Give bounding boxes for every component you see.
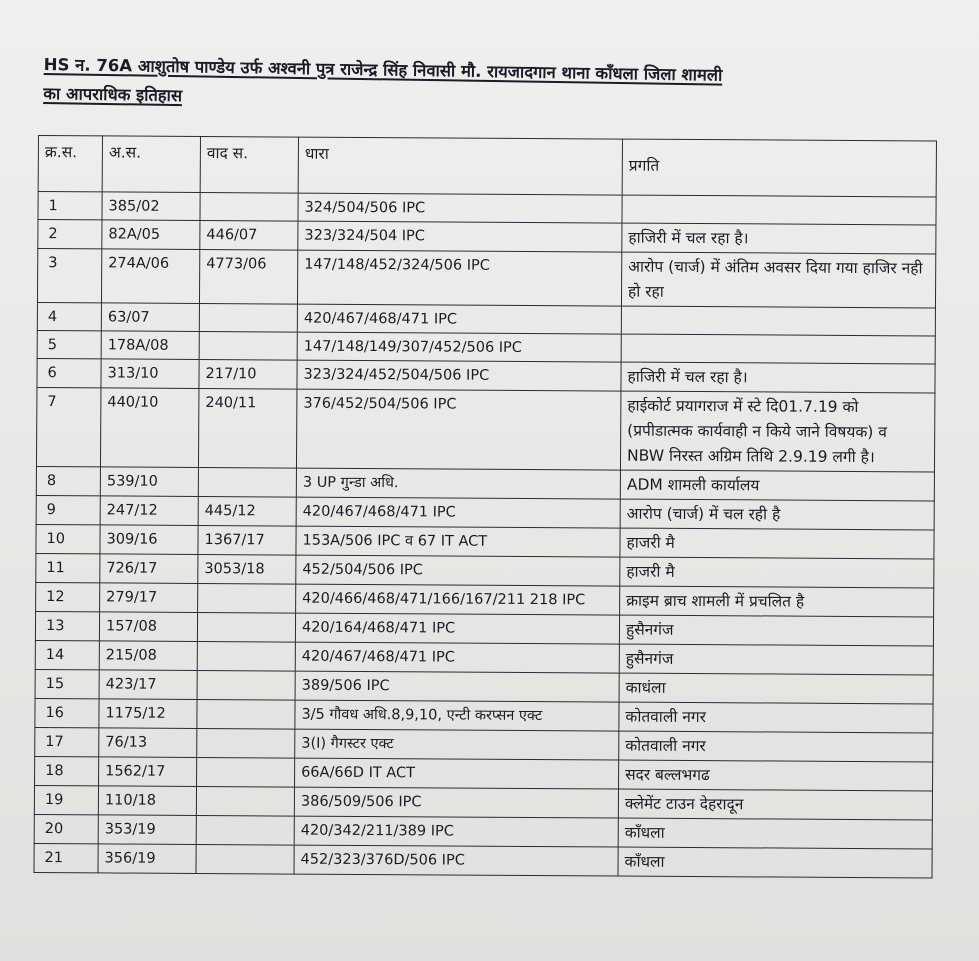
cell-suit-no — [200, 192, 298, 221]
cell-serial: 13 — [35, 611, 99, 640]
cell-section: 147/148/149/307/452/506 IPC — [297, 332, 621, 362]
cell-serial: 21 — [34, 843, 98, 872]
cell-serial: 9 — [36, 495, 100, 524]
cell-suit-no: 446/07 — [200, 220, 298, 250]
cell-section: 452/504/506 IPC — [296, 555, 620, 586]
cell-progress: सदर बल्लभगढ — [619, 760, 933, 791]
cell-progress: ADM शामली कार्यालय — [620, 470, 934, 501]
cell-serial: 16 — [35, 698, 99, 727]
cell-progress: हाजिरी में चल रहा है। — [621, 362, 935, 393]
cell-case-no: 1175/12 — [99, 699, 197, 729]
cell-suit-no: 240/11 — [198, 388, 296, 468]
cell-suit-no — [196, 786, 294, 816]
cell-serial: 19 — [34, 785, 98, 814]
cell-serial: 10 — [36, 524, 100, 553]
heading-line-1: HS न. 76A आशुतोष पाण्डेय उर्फ अश्वनी पुत्र राजेन्द्र सिंह निवासी मौ. रायजादगान थाना काँधला जिला शामली — [43, 54, 723, 85]
cell-suit-no — [196, 844, 294, 874]
cell-progress: क्राइम ब्राच शामली में प्रचलित है — [620, 586, 934, 617]
header-serial: क्र.स. — [38, 136, 102, 192]
cell-case-no: 279/17 — [100, 583, 198, 613]
cell-serial: 2 — [38, 220, 102, 249]
cell-progress: हाजिरी में चल रहा है। — [622, 223, 936, 254]
cell-section: 452/323/376D/506 IPC — [294, 845, 618, 876]
table-row — [36, 387, 934, 471]
cell-suit-no — [199, 331, 297, 360]
cell-serial: 3 — [37, 249, 101, 303]
cell-serial: 6 — [37, 358, 101, 387]
cell-progress: कोतवाली नगर — [619, 731, 933, 762]
cell-case-no: 385/02 — [102, 192, 200, 221]
cell-suit-no: 1367/17 — [198, 525, 296, 555]
cell-section: 3 UP गुन्डा अधि. — [296, 468, 620, 499]
cell-case-no: 178A/08 — [101, 331, 199, 360]
table-header-row — [38, 136, 936, 197]
cell-section: 147/148/452/324/506 IPC — [297, 250, 621, 306]
cell-section: 420/467/468/471 IPC — [296, 497, 620, 528]
cell-suit-no — [197, 670, 295, 700]
cell-suit-no — [197, 757, 295, 787]
cell-serial: 12 — [36, 582, 100, 611]
cell-case-no: 157/08 — [99, 612, 197, 642]
cell-suit-no — [197, 699, 295, 729]
cell-case-no: 539/10 — [100, 467, 198, 497]
cell-section: 66A/66D IT ACT — [295, 758, 619, 789]
cell-case-no: 356/19 — [98, 844, 196, 874]
cell-suit-no: 3053/18 — [198, 554, 296, 584]
cell-suit-no — [197, 641, 295, 671]
cell-serial: 5 — [37, 330, 101, 358]
criminal-history-table — [33, 135, 936, 878]
cell-section: 153A/506 IPC व 67 IT ACT — [296, 526, 620, 557]
cell-case-no: 215/08 — [99, 641, 197, 671]
cell-suit-no: 445/12 — [198, 496, 296, 526]
cell-suit-no — [199, 303, 297, 332]
cell-suit-no — [197, 612, 295, 642]
table-row — [37, 249, 935, 308]
cell-section: 323/324/452/504/506 IPC — [297, 360, 621, 391]
cell-suit-no: 4773/06 — [199, 249, 297, 304]
cell-progress — [622, 195, 936, 225]
cell-progress — [621, 334, 935, 364]
cell-serial: 7 — [36, 387, 100, 466]
cell-serial: 20 — [34, 814, 98, 843]
cell-progress: हाईकोर्ट प्रयागराज में स्टे दि01.7.19 को (प्रपीडात्मक कार्यवाही न किये जाने विषयक) व NBW निरस्त अग्रिम तिथि 2.9.19 लगी है। — [620, 391, 934, 472]
cell-suit-no: 217/10 — [199, 359, 297, 389]
cell-serial: 1 — [38, 192, 102, 220]
cell-section: 324/504/506 IPC — [298, 193, 622, 223]
cell-section: 420/164/468/471 IPC — [295, 613, 619, 644]
cell-section: 3/5 गौवध अधि.8,9,10, एन्टी करप्सन एक्ट — [295, 700, 619, 731]
cell-serial: 8 — [36, 466, 100, 495]
cell-case-no: 313/10 — [101, 359, 199, 389]
cell-progress: हुसैनगंज — [619, 615, 933, 646]
cell-progress: हुसैनगंज — [619, 644, 933, 675]
cell-section: 420/467/468/471 IPC — [295, 642, 619, 673]
cell-case-no: 309/16 — [100, 525, 198, 555]
header-section: धारा — [298, 137, 622, 195]
cell-progress: हाजरी मै — [620, 528, 934, 559]
cell-case-no: 423/17 — [99, 670, 197, 700]
cell-section: 389/506 IPC — [295, 671, 619, 702]
cell-section: 420/466/468/471/166/167/211 218 IPC — [296, 584, 620, 615]
table-body — [34, 192, 936, 878]
document-heading — [43, 50, 944, 122]
cell-progress: आरोप (चार्ज) में अंतिम अवसर दिया गया हाजिर नही हो रहा — [621, 252, 935, 308]
cell-progress: कोतवाली नगर — [619, 702, 933, 733]
cell-section: 386/509/506 IPC — [294, 787, 618, 818]
cell-case-no: 353/19 — [98, 815, 196, 845]
cell-case-no: 1562/17 — [99, 757, 197, 787]
table-row — [34, 843, 932, 877]
cell-case-no: 76/13 — [99, 728, 197, 758]
cell-serial: 18 — [35, 756, 99, 785]
cell-case-no: 82A/05 — [102, 220, 200, 250]
header-case-no: अ.स. — [102, 136, 200, 193]
cell-case-no: 110/18 — [98, 786, 196, 816]
cell-case-no: 63/07 — [101, 303, 199, 332]
cell-serial: 17 — [35, 727, 99, 756]
cell-case-no: 247/12 — [100, 496, 198, 526]
cell-suit-no — [196, 815, 294, 845]
cell-progress: हाजरी मै — [620, 557, 934, 588]
cell-case-no: 440/10 — [100, 388, 198, 468]
cell-section: 420/467/468/471 IPC — [297, 304, 621, 334]
cell-section: 3(I) गैगस्टर एक्ट — [295, 729, 619, 760]
cell-section: 420/342/211/389 IPC — [294, 816, 618, 847]
cell-progress: क्लेमेंट टाउन देहरादून — [618, 789, 932, 820]
cell-serial: 4 — [37, 302, 101, 330]
cell-case-no: 274A/06 — [101, 249, 199, 304]
cell-serial: 15 — [35, 669, 99, 698]
cell-section: 323/324/504 IPC — [298, 221, 622, 252]
cell-progress — [621, 306, 935, 336]
heading-line-2: का आपराधिक इतिहास — [43, 83, 183, 106]
cell-serial: 11 — [36, 553, 100, 582]
cell-progress: आरोप (चार्ज) में चल रही है — [620, 499, 934, 530]
cell-serial: 14 — [35, 640, 99, 669]
cell-suit-no — [198, 583, 296, 613]
cell-suit-no — [197, 728, 295, 758]
header-suit-no: वाद स. — [200, 136, 298, 193]
cell-progress: काँधला — [618, 847, 932, 878]
cell-case-no: 726/17 — [100, 554, 198, 584]
header-progress: प्रगति — [622, 139, 936, 197]
cell-suit-no — [198, 467, 296, 497]
cell-progress: काधंला — [619, 673, 933, 704]
cell-section: 376/452/504/506 IPC — [296, 389, 620, 470]
cell-progress: काँधला — [618, 818, 932, 849]
